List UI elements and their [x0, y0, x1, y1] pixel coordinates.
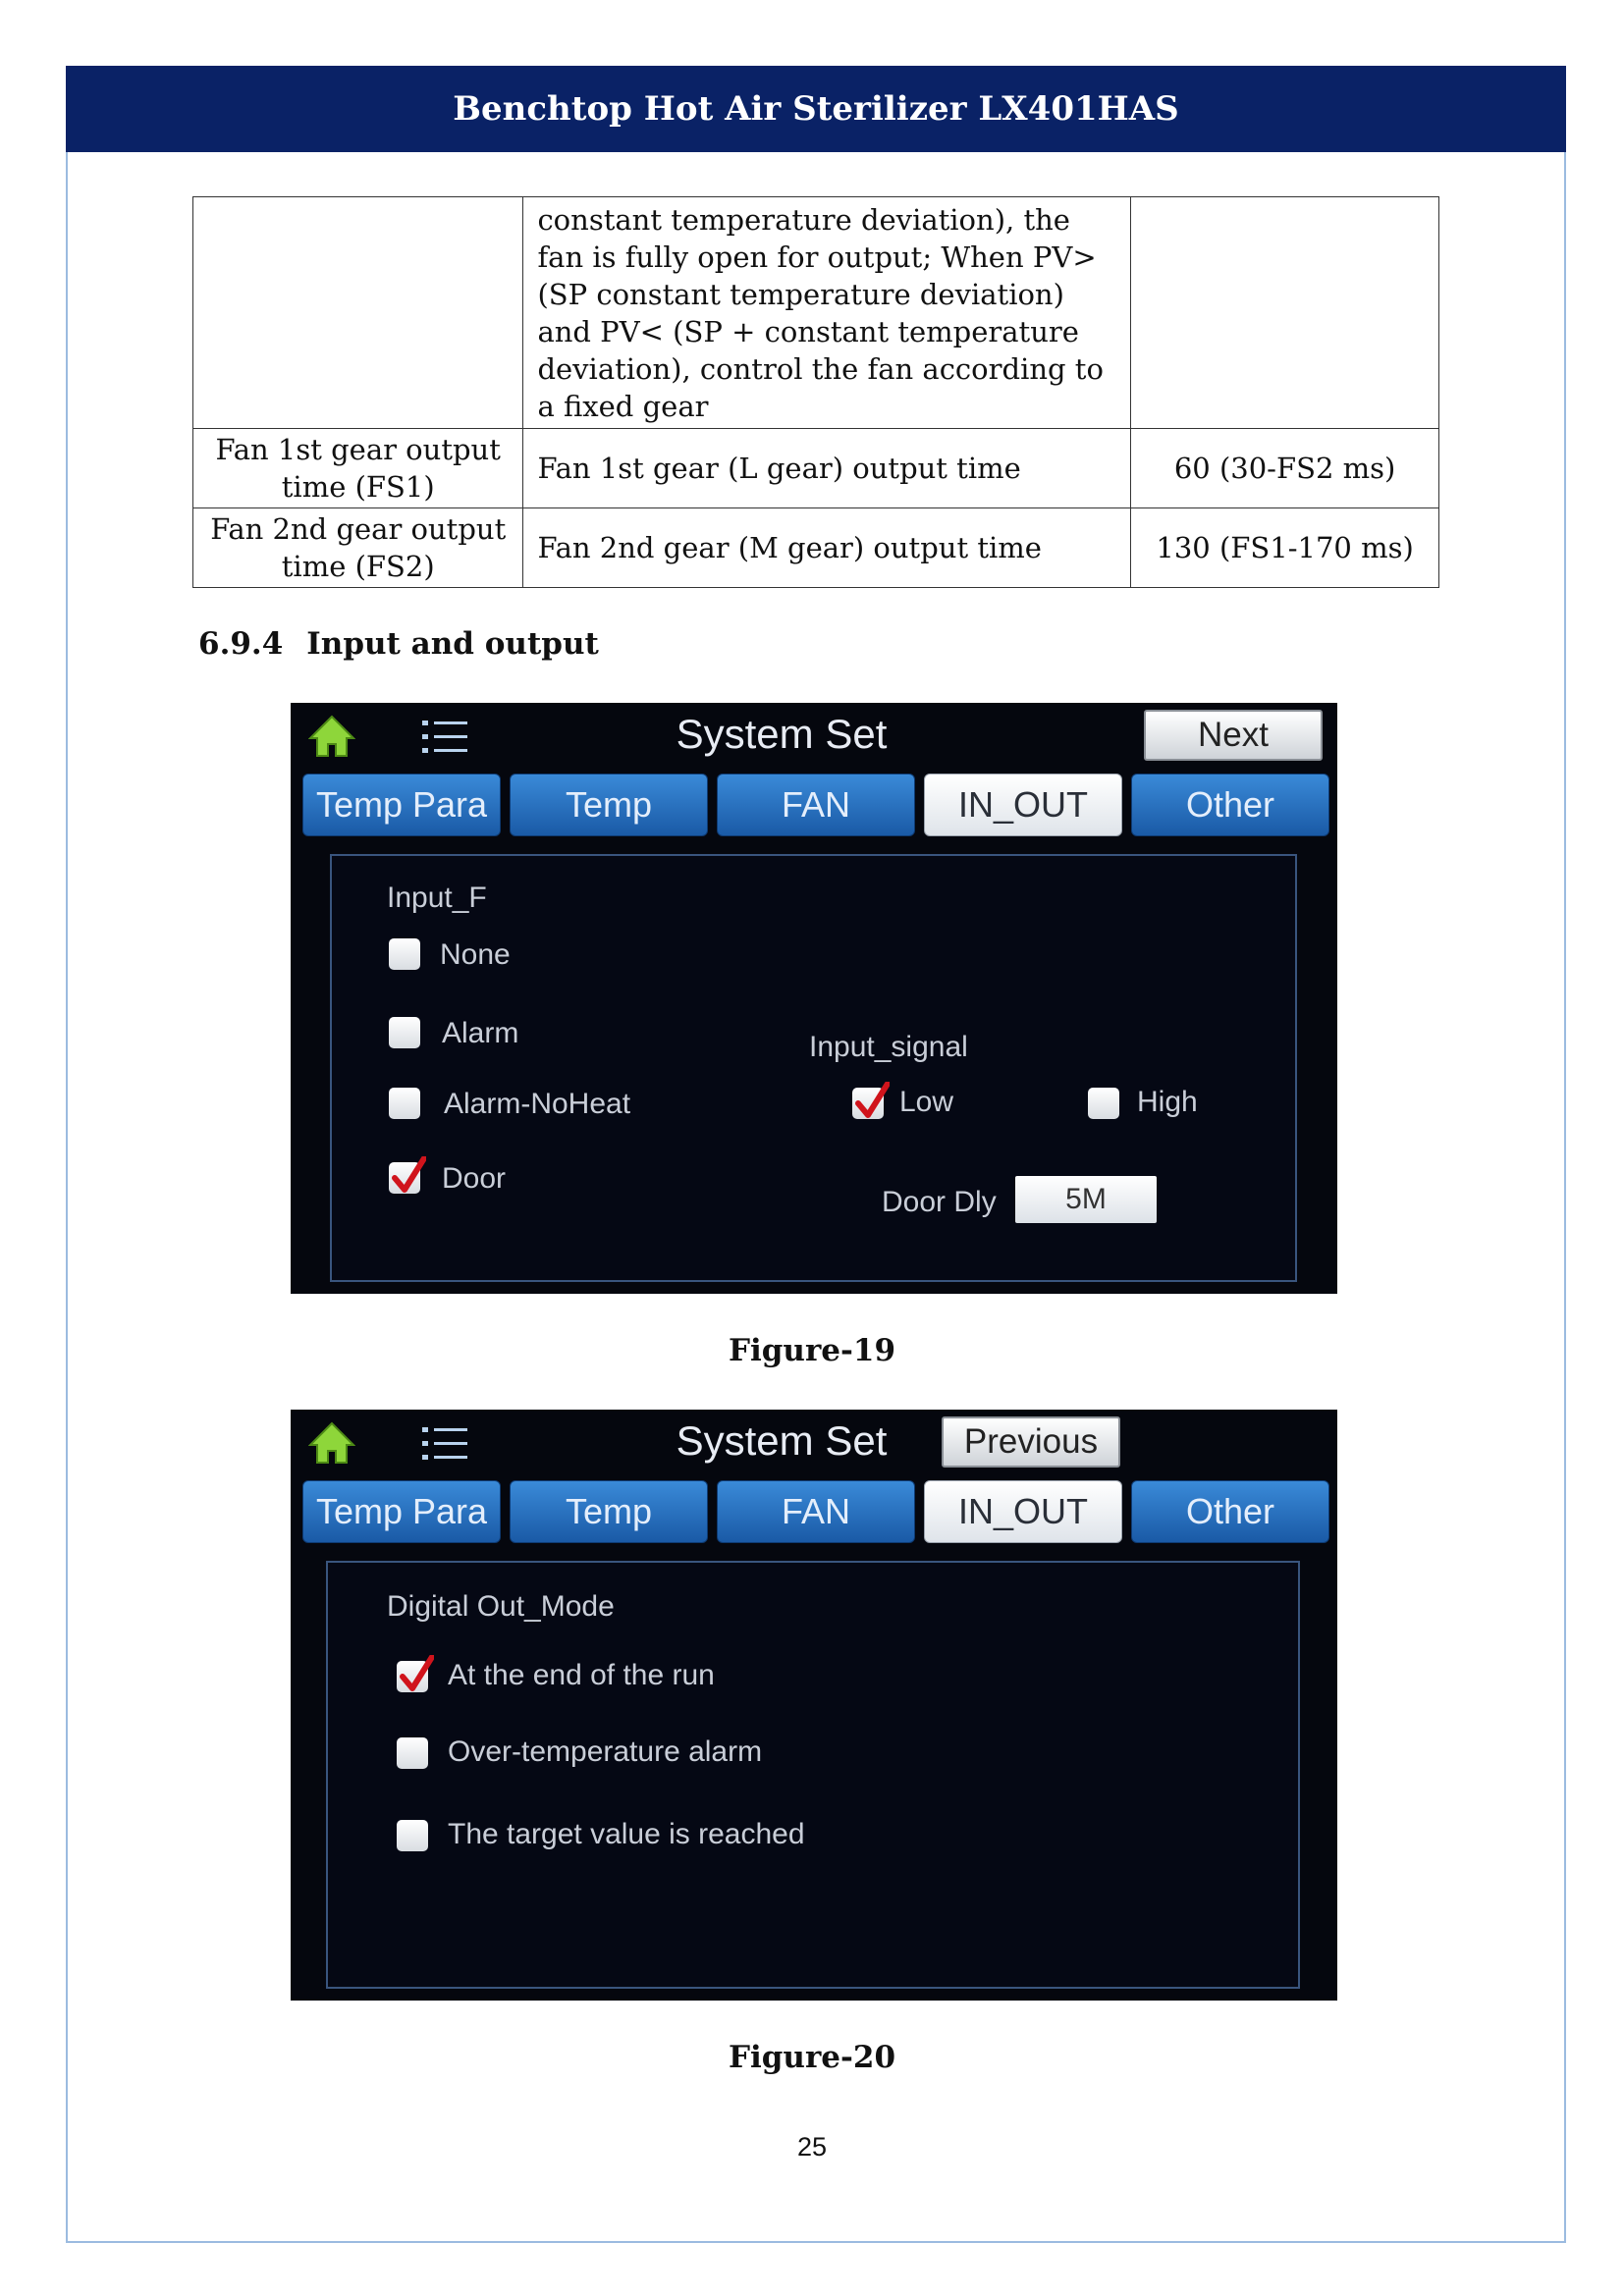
table-cell-value: 130 (FS1-170 ms) [1131, 508, 1439, 588]
option-target-reached-label: The target value is reached [448, 1818, 805, 1850]
table-cell-description: constant temperature deviation), the fan is fully open for output; When PV> (SP constant temperature deviation) and PV< (SP + constant temperature deviation), control the fan according to a fixed gear [523, 197, 1131, 429]
signal-high-label: High [1137, 1086, 1198, 1118]
tab-other[interactable]: Other [1131, 1480, 1329, 1543]
settings-panel [326, 1561, 1300, 1989]
section-title: Input and output [306, 626, 599, 662]
signal-low-label: Low [899, 1086, 954, 1118]
tab-fan[interactable]: FAN [717, 774, 915, 836]
option-alarm-noheat-label: Alarm-NoHeat [444, 1088, 631, 1120]
table-row [193, 508, 1439, 588]
page-number: 25 [796, 2132, 828, 2162]
figure-20-screen [291, 1410, 1337, 2001]
figure-19-caption: Figure-19 [728, 1333, 896, 1368]
table-cell-value [1131, 197, 1439, 429]
figure-19-screen [291, 703, 1337, 1294]
tab-temp[interactable]: Temp [510, 774, 708, 836]
menu-list-icon[interactable] [422, 1425, 469, 1463]
top-bar [291, 1410, 1337, 1476]
tab-temp-para[interactable]: Temp Para [302, 774, 501, 836]
home-icon[interactable] [308, 715, 355, 758]
menu-list-icon[interactable] [422, 719, 469, 756]
section-number: 6.9.4 [198, 626, 284, 662]
checkbox-target-reached[interactable] [397, 1820, 428, 1851]
parameter-table [192, 196, 1439, 588]
section-heading [198, 626, 599, 662]
checkbox-over-temperature-alarm[interactable] [397, 1737, 428, 1769]
document-header [66, 66, 1566, 152]
option-door-label: Door [442, 1162, 507, 1195]
tab-temp[interactable]: Temp [510, 1480, 708, 1543]
tab-other[interactable]: Other [1131, 774, 1329, 836]
table-cell-value: 60 (30-FS2 ms) [1131, 429, 1439, 508]
table-cell-param: Fan 2nd gear output time (FS2) [193, 508, 523, 588]
option-end-of-run-label: At the end of the run [448, 1659, 715, 1691]
checkmark-icon [854, 1082, 890, 1121]
tab-temp-para[interactable]: Temp Para [302, 1480, 501, 1543]
input-f-label: Input_F [387, 881, 487, 914]
previous-button[interactable]: Previous [942, 1416, 1120, 1468]
table-cell-description: Fan 1st gear (L gear) output time [523, 429, 1131, 508]
tab-fan[interactable]: FAN [717, 1480, 915, 1543]
table-row [193, 197, 1439, 429]
table-row [193, 429, 1439, 508]
table-cell-description: Fan 2nd gear (M gear) output time [523, 508, 1131, 588]
settings-panel [330, 854, 1297, 1282]
top-bar [291, 703, 1337, 770]
screen-title: System Set [676, 711, 888, 757]
checkmark-icon [391, 1156, 426, 1196]
checkbox-alarm-noheat[interactable] [389, 1088, 420, 1119]
door-delay-label: Door Dly [882, 1186, 997, 1218]
checkbox-alarm[interactable] [389, 1017, 420, 1048]
checkbox-none[interactable] [389, 938, 420, 970]
checkmark-icon [399, 1655, 434, 1694]
checkbox-end-of-run[interactable] [397, 1661, 428, 1692]
screen-title: System Set [676, 1417, 888, 1464]
checkbox-door[interactable] [389, 1162, 420, 1194]
table-cell-param [193, 197, 523, 429]
home-icon[interactable] [308, 1421, 355, 1465]
table-cell-param: Fan 1st gear output time (FS1) [193, 429, 523, 508]
checkbox-high[interactable] [1088, 1088, 1119, 1119]
option-alarm-label: Alarm [442, 1017, 519, 1049]
tab-in-out[interactable]: IN_OUT [924, 1480, 1122, 1543]
input-signal-label: Input_signal [809, 1031, 968, 1063]
tab-in-out[interactable]: IN_OUT [924, 774, 1122, 836]
next-button[interactable]: Next [1144, 710, 1323, 761]
option-over-temperature-label: Over-temperature alarm [448, 1735, 763, 1768]
document-title: Benchtop Hot Air Sterilizer LX401HAS [453, 89, 1179, 129]
digital-out-mode-label: Digital Out_Mode [387, 1590, 615, 1623]
figure-20-caption: Figure-20 [728, 2040, 896, 2075]
option-none-label: None [440, 938, 511, 971]
checkbox-low[interactable] [852, 1088, 884, 1119]
door-delay-input[interactable]: 5M [1015, 1176, 1157, 1223]
tab-bar [302, 774, 1331, 838]
tab-bar [302, 1480, 1331, 1545]
